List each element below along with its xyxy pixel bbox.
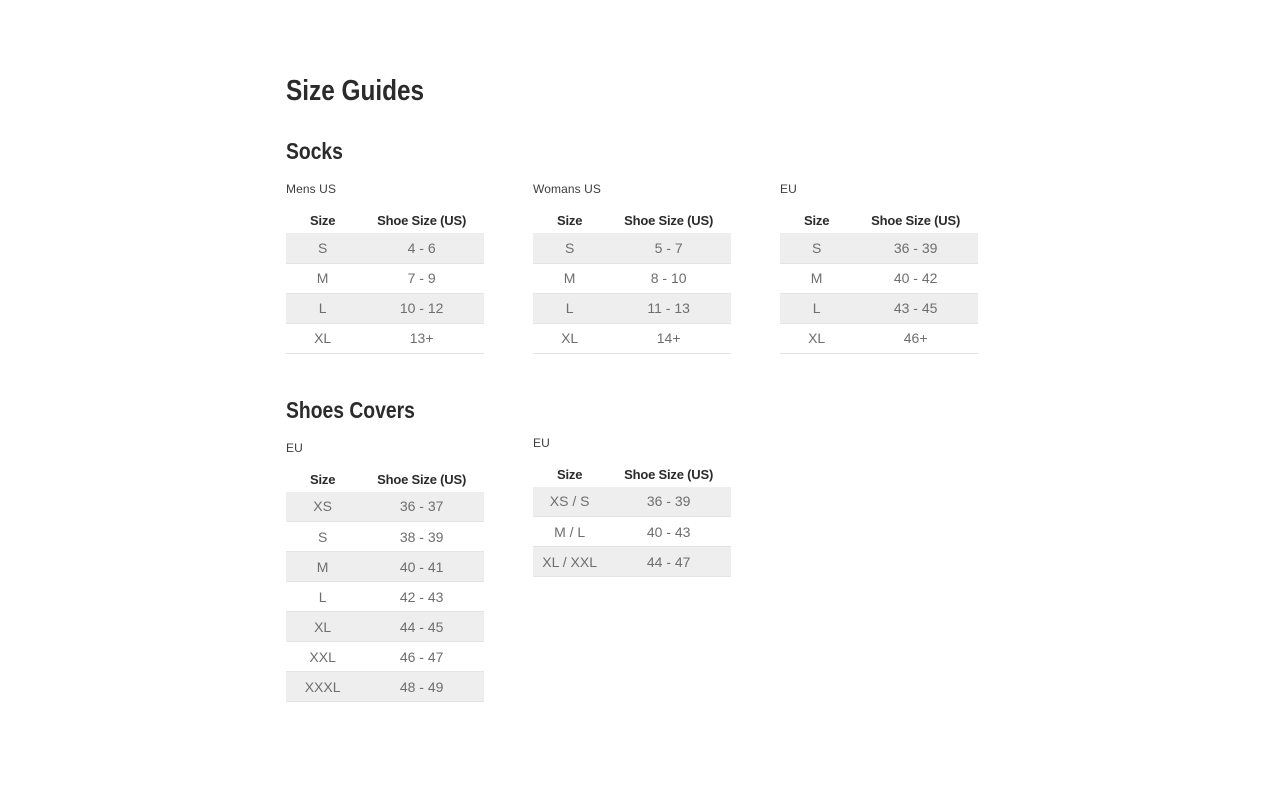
shoe-size-cell: 46+	[853, 323, 978, 353]
shoe-size-cell: 36 - 37	[359, 492, 484, 522]
size-cell: M / L	[533, 517, 606, 547]
table-row	[780, 293, 978, 323]
size-cell: XL	[533, 323, 606, 353]
table-row	[286, 293, 484, 323]
table-row	[780, 233, 978, 263]
size-cell: XL / XXL	[533, 547, 606, 577]
size-cell: XXXL	[286, 672, 359, 702]
table-label: Mens US	[286, 182, 337, 196]
size-column-header: Size	[310, 213, 336, 228]
shoe-size-cell: 7 - 9	[359, 263, 484, 293]
size-table	[533, 182, 731, 354]
section-heading: Socks	[286, 138, 343, 164]
table-row	[533, 293, 731, 323]
table-row	[286, 492, 484, 522]
table-row	[780, 263, 978, 293]
size-chart-table	[780, 208, 978, 354]
table-row	[533, 487, 731, 517]
shoe-size-cell: 5 - 7	[606, 233, 731, 263]
tables-row	[286, 182, 1280, 354]
size-cell: XXL	[286, 642, 359, 672]
size-cell: S	[286, 233, 359, 263]
shoe-size-cell: 36 - 39	[853, 233, 978, 263]
size-cell: L	[286, 293, 359, 323]
size-chart-table	[533, 462, 731, 578]
size-table	[286, 182, 484, 354]
table-row	[286, 612, 484, 642]
header-row	[286, 208, 484, 233]
table-row	[286, 582, 484, 612]
header-row	[533, 462, 731, 487]
size-cell: S	[780, 233, 853, 263]
size-chart-table	[286, 208, 484, 354]
table-row	[286, 233, 484, 263]
size-column-header: Size	[310, 471, 336, 487]
shoe-size-column-header: Shoe Size (US)	[624, 213, 714, 228]
shoe-size-cell: 14+	[606, 323, 731, 353]
shoe-size-cell: 11 - 13	[606, 293, 731, 323]
table-row	[286, 522, 484, 552]
table-label: EU	[533, 435, 550, 450]
table-label: EU	[780, 182, 797, 196]
size-cell: L	[286, 582, 359, 612]
section-socks	[286, 138, 1280, 354]
shoe-size-cell: 44 - 47	[606, 547, 731, 577]
size-cell: S	[286, 522, 359, 552]
shoe-size-cell: 13+	[359, 323, 484, 353]
size-chart-table	[533, 208, 731, 354]
shoe-size-cell: 40 - 41	[359, 552, 484, 582]
shoe-size-column-header: Shoe Size (US)	[624, 466, 714, 482]
shoe-size-cell: 8 - 10	[606, 263, 731, 293]
size-table	[780, 182, 978, 354]
header-row	[533, 208, 731, 233]
shoe-size-cell: 40 - 42	[853, 263, 978, 293]
table-row	[533, 233, 731, 263]
shoe-size-cell: 10 - 12	[359, 293, 484, 323]
table-label: Womans US	[533, 182, 602, 196]
shoe-size-cell: 43 - 45	[853, 293, 978, 323]
size-cell: L	[780, 293, 853, 323]
shoe-size-cell: 48 - 49	[359, 672, 484, 702]
section-shoes-covers	[286, 397, 1280, 703]
header-row	[780, 208, 978, 233]
table-row	[780, 323, 978, 353]
table-row	[533, 263, 731, 293]
table-row	[533, 323, 731, 353]
size-cell: XL	[780, 323, 853, 353]
shoe-size-cell: 38 - 39	[359, 522, 484, 552]
size-table	[286, 441, 484, 703]
shoe-size-column-header: Shoe Size (US)	[377, 213, 467, 228]
shoe-size-column-header: Shoe Size (US)	[377, 471, 467, 487]
shoe-size-cell: 40 - 43	[606, 517, 731, 547]
size-cell: XL	[286, 323, 359, 353]
sections-container	[286, 138, 1280, 702]
table-row	[286, 552, 484, 582]
table-row	[286, 323, 484, 353]
section-heading: Shoes Covers	[286, 396, 415, 423]
shoe-size-cell: 4 - 6	[359, 233, 484, 263]
shoe-size-cell: 36 - 39	[606, 487, 731, 517]
size-cell: XS / S	[533, 487, 606, 517]
size-table	[533, 436, 731, 578]
table-label: EU	[286, 440, 303, 455]
size-cell: XS	[286, 492, 359, 522]
size-cell: M	[286, 263, 359, 293]
table-row	[533, 517, 731, 547]
size-cell: L	[533, 293, 606, 323]
size-column-header: Size	[557, 213, 583, 228]
header-row	[286, 467, 484, 492]
table-row	[286, 672, 484, 702]
shoe-size-cell: 42 - 43	[359, 582, 484, 612]
page-title: Size Guides	[286, 75, 425, 107]
size-column-header: Size	[804, 213, 830, 228]
size-column-header: Size	[557, 466, 583, 482]
size-cell: M	[533, 263, 606, 293]
size-cell: M	[780, 263, 853, 293]
shoe-size-column-header: Shoe Size (US)	[871, 213, 961, 228]
size-cell: S	[533, 233, 606, 263]
shoe-size-cell: 44 - 45	[359, 612, 484, 642]
tables-row	[286, 435, 1280, 703]
table-row	[286, 642, 484, 672]
size-cell: M	[286, 552, 359, 582]
table-row	[286, 263, 484, 293]
size-chart-table	[286, 467, 484, 703]
size-cell: XL	[286, 612, 359, 642]
table-row	[533, 547, 731, 577]
shoe-size-cell: 46 - 47	[359, 642, 484, 672]
